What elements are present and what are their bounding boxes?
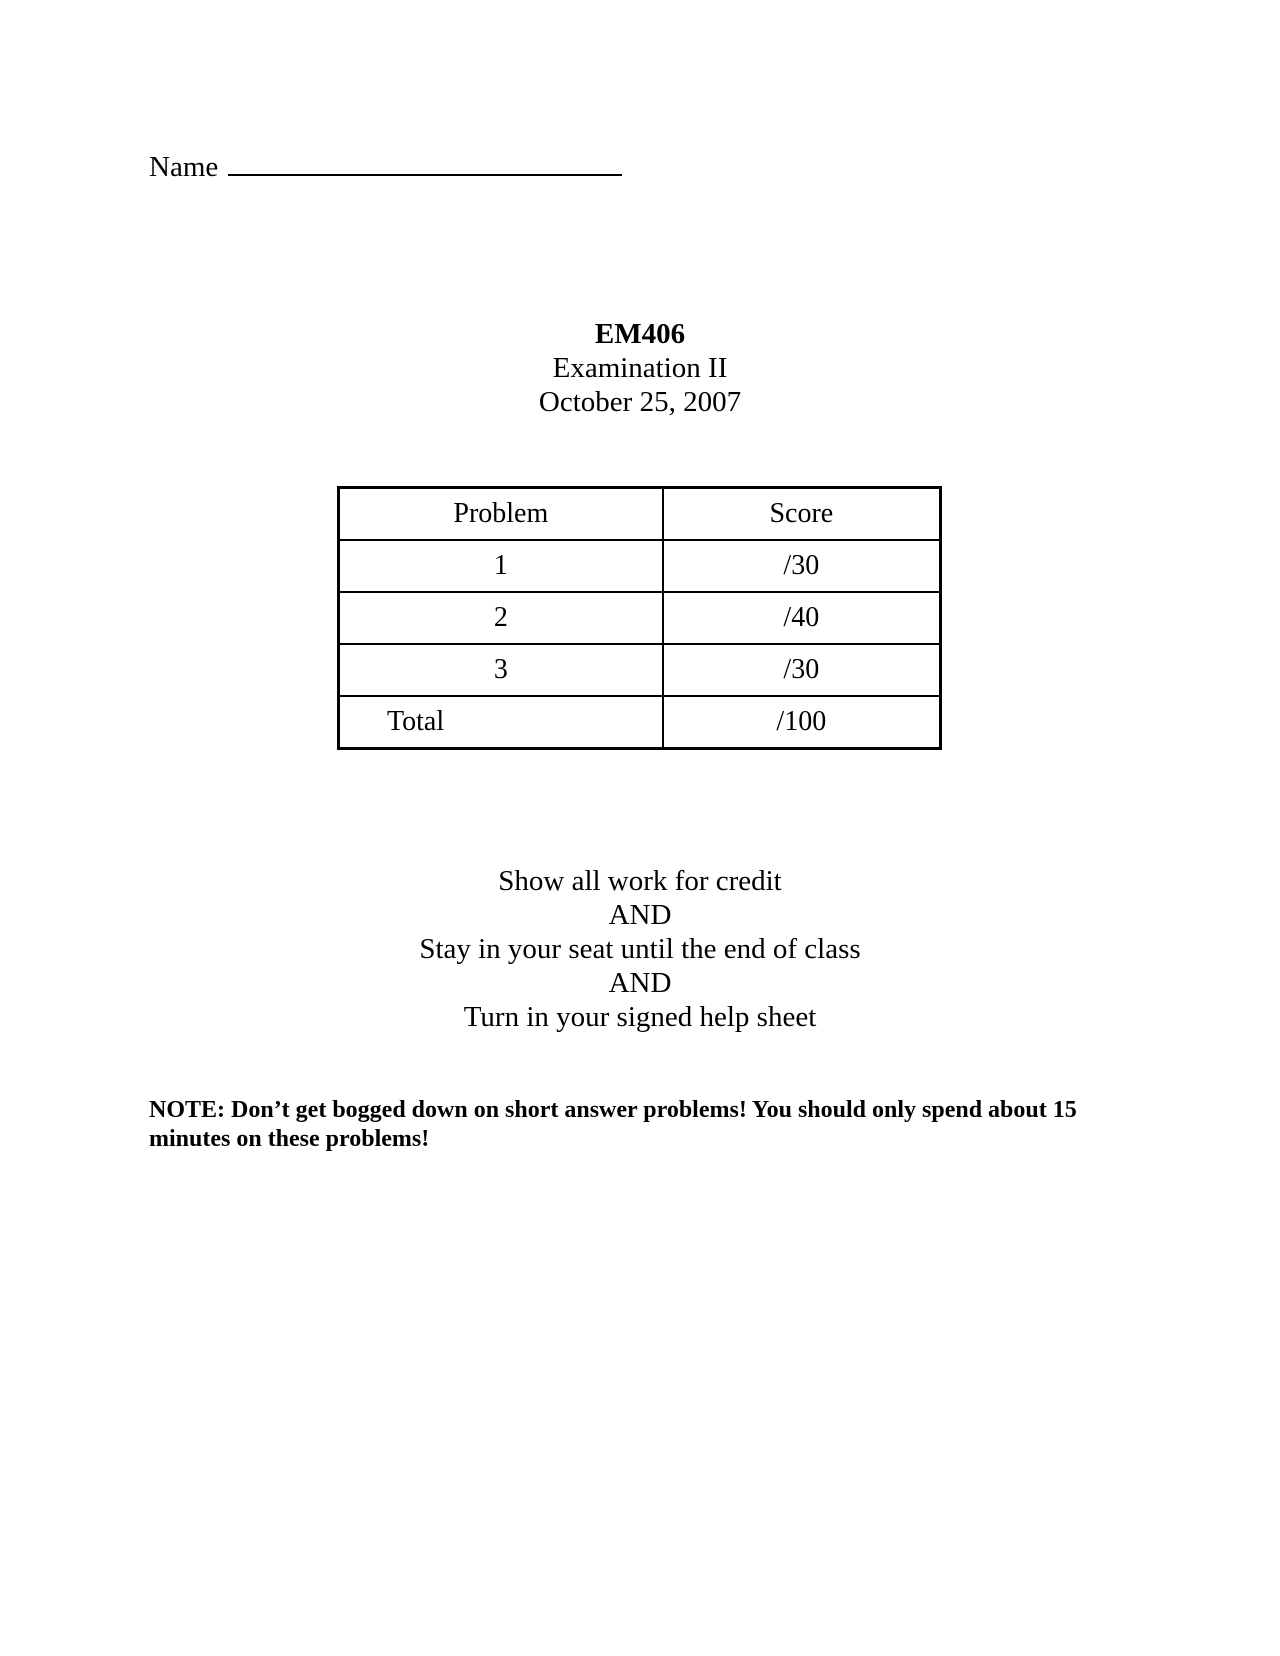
- problem-number: 2: [339, 592, 663, 644]
- course-code: EM406: [594, 318, 686, 350]
- instruction-line: Stay in your seat until the end of class: [419, 933, 861, 965]
- exam-date: October 25, 2007: [538, 386, 742, 418]
- problem-number: 1: [339, 540, 663, 592]
- instruction-line: Turn in your signed help sheet: [463, 1001, 817, 1033]
- table-row: [339, 592, 941, 644]
- name-field: [149, 148, 622, 184]
- table-row: [339, 540, 941, 592]
- table-header-row: [339, 488, 941, 541]
- total-row: [339, 696, 941, 749]
- instruction-conjunction: AND: [608, 899, 672, 931]
- note-text: NOTE: Don’t get bogged down on short answer problems! You should only spend about 15 minutes on these problems!: [149, 1097, 1077, 1152]
- instruction-line: Show all work for credit: [498, 865, 782, 897]
- total-label: Total: [339, 696, 663, 749]
- name-blank-line[interactable]: [228, 148, 622, 176]
- problem-score: /30: [663, 540, 941, 592]
- problem-score: /30: [663, 644, 941, 696]
- table-row: [339, 644, 941, 696]
- instructions: [0, 864, 1280, 1034]
- instruction-conjunction: AND: [608, 967, 672, 999]
- exam-title: Examination II: [552, 352, 728, 384]
- name-label: Name: [149, 151, 219, 183]
- problem-number: 3: [339, 644, 663, 696]
- exam-header: [0, 317, 1280, 419]
- total-score: /100: [663, 696, 941, 749]
- score-table: [337, 486, 942, 750]
- problem-column-header: Problem: [339, 488, 663, 541]
- score-column-header: Score: [663, 488, 941, 541]
- problem-score: /40: [663, 592, 941, 644]
